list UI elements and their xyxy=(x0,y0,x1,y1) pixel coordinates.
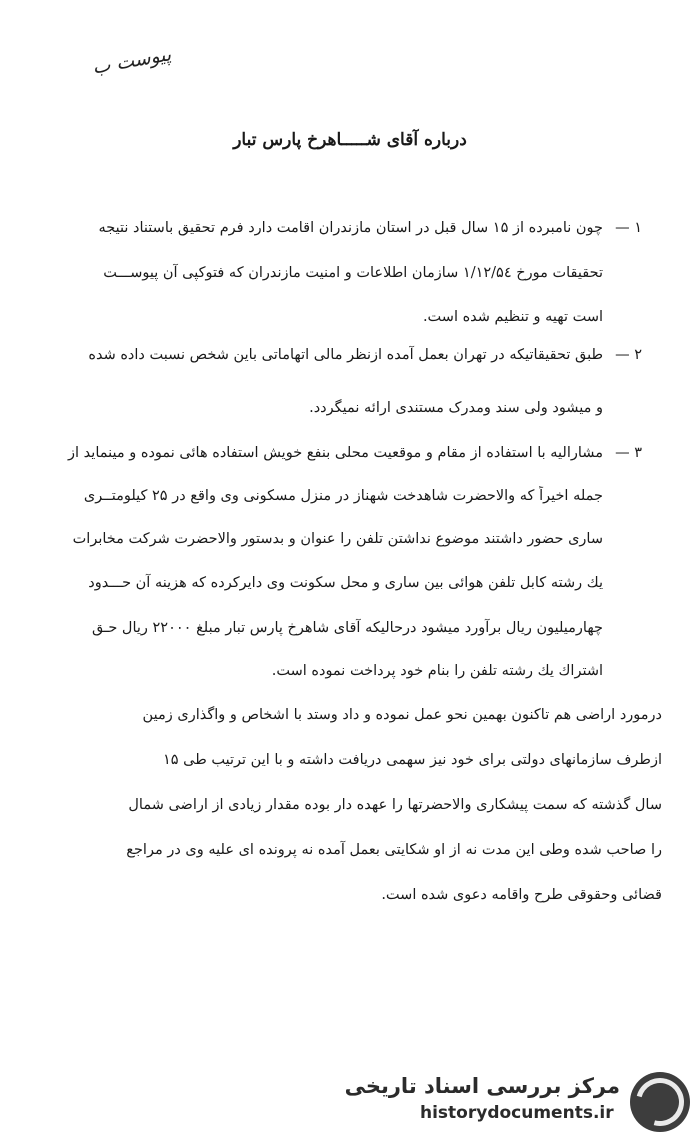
paragraph-line: چهارمیلیون ریال برآورد میشود درحالیکه آقای شاهرخ پارس تبار مبلغ ۲۲۰۰۰ ریال حـق xyxy=(92,620,603,636)
archive-logo-icon xyxy=(630,1072,690,1132)
paragraph-line: ساری حضور داشتند موضوع نداشتن تلفن را عنوان و بدستور والاحضرت شرکت مخابرات xyxy=(72,531,603,547)
paragraph-number: ۳ — xyxy=(615,445,642,461)
document-title: درباره آقای شـــــاهرخ پارس تبار xyxy=(233,130,467,150)
paragraph-line: سال گذشته که سمت پیشکاری والاحضرتها را عهده دار بوده مقدار زیادی از اراضی شمال xyxy=(128,797,662,813)
paragraph-number: ۲ — xyxy=(615,347,642,363)
paragraph-line: جمله اخیراً که والاحضرت شاهدخت شهناز در منزل مسکونی وی واقع در ۲۵ کیلومتــری xyxy=(83,488,603,504)
paragraph-line: مشارالیه با استفاده از مقام و موقعیت محلی بنفع خویش استفاده هائی نموده و مینماید از xyxy=(68,445,603,461)
paragraph-line: تحقیقات مورخ ۱/۱۲/۵٤ سازمان اطلاعات و امنیت مازندران که فتوکپی آن پیوســـت xyxy=(103,265,603,281)
paragraph-line: درمورد اراضی هم تاکنون بهمین نحو عمل نموده و داد وستد با اشخاص و واگذاری زمین xyxy=(142,707,662,723)
paragraph-line: و میشود ولی سند ومدرک مستندی ارائه نمیگردد. xyxy=(309,400,603,416)
paragraph-line: است تهیه و تنظیم شده است. xyxy=(422,309,603,325)
paragraph-number: ۱ — xyxy=(615,220,642,236)
paragraph-line: چون نامبرده از ۱۵ سال قبل در استان مازندران اقامت دارد فرم تحقیق باستناد نتیجه xyxy=(98,220,603,236)
handwritten-annotation: پیوست ب xyxy=(90,43,173,79)
watermark-url: historydocuments.ir xyxy=(420,1103,614,1123)
paragraph-line: را صاحب شده وطی این مدت نه از او شکایتی بعمل آمده نه پرونده ای علیه وی در مراجع xyxy=(126,842,662,858)
paragraph-line: ازطرف سازمانهای دولتی برای خود نیز سهمی دریافت داشته و با این ترتیب طی ۱۵ xyxy=(162,752,662,768)
watermark-name: مرکز بررسی اسناد تاریخی xyxy=(344,1074,620,1098)
paragraph-line: یك رشته کابل تلفن هوائی بین ساری و محل سکونت وی دایرکرده که هزینه آن حـــدود xyxy=(88,575,603,591)
paragraph-line: طبق تحقیقاتیکه در تهران بعمل آمده ازنظر مالی اتهاماتی باین شخص نسبت داده شده xyxy=(88,347,603,363)
paragraph-line: قضائی وحقوقی طرح واقامه دعوی شده است. xyxy=(381,887,662,903)
paragraph-line: اشتراك یك رشته تلفن را بنام خود پرداخت نموده است. xyxy=(271,663,603,679)
